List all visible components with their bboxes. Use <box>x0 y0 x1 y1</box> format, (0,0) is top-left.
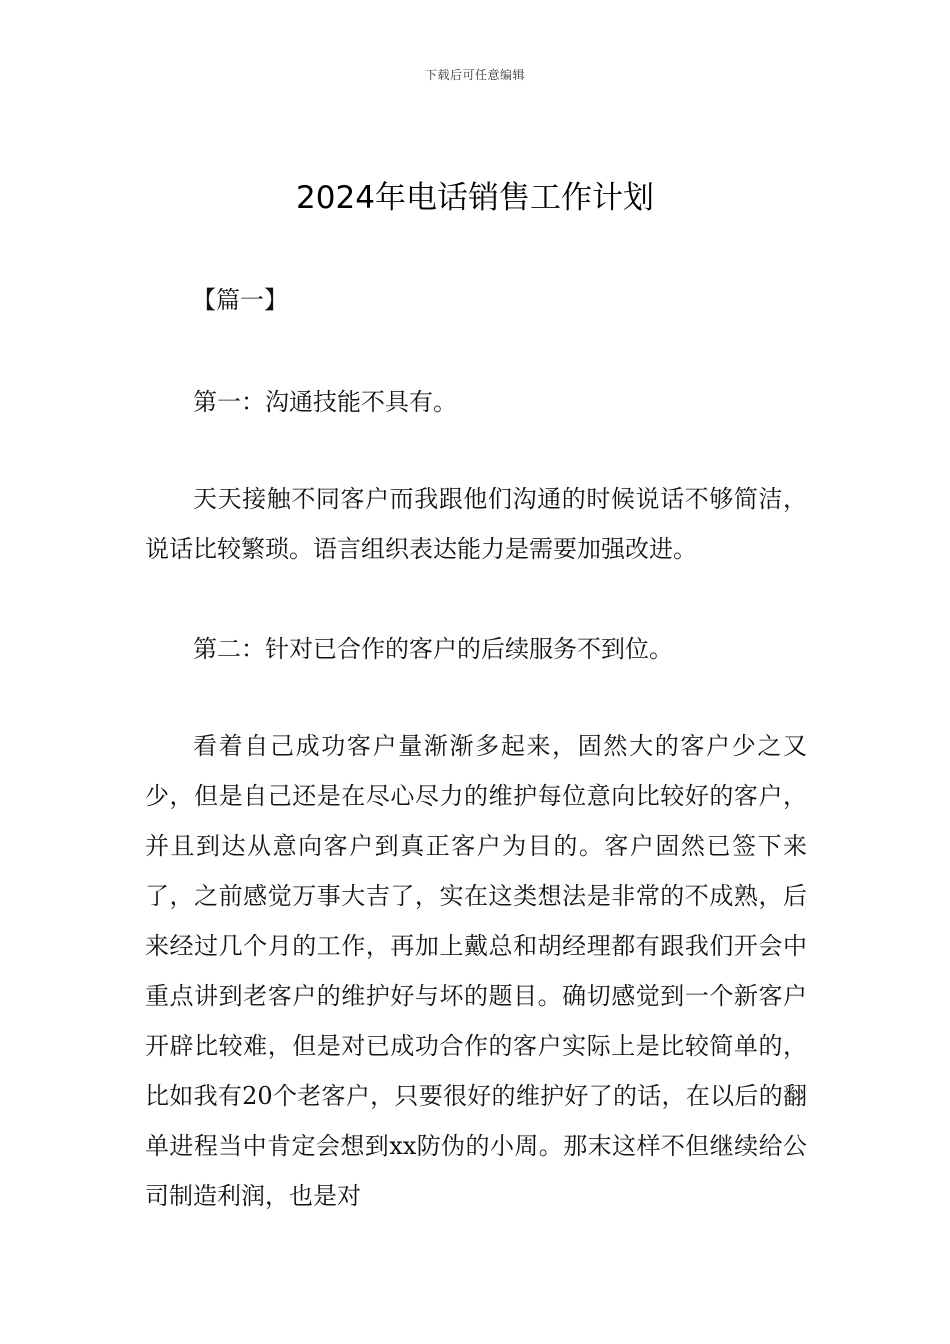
paragraph-body-1 <box>145 474 807 574</box>
paragraph-text: 第二：针对已合作的客户的后续服务不到位。 <box>193 635 673 663</box>
header-note: 下载后可任意编辑 <box>424 68 525 82</box>
document-title: 2024年电话销售工作计划 <box>296 180 654 216</box>
paragraph-text: 天天接触不同客户而我跟他们沟通的时候说话不够简洁，说话比较繁琐。语言组织表达能力是需要加强改进。 <box>145 485 807 563</box>
section-label: 【篇一】 <box>192 286 288 314</box>
paragraph-heading-1 <box>145 377 807 427</box>
paragraph-text: 第一：沟通技能不具有。 <box>193 388 457 416</box>
paragraph-text: 看着自己成功客户量渐渐多起来，固然大的客户少之又少，但是自己还是在尽心尽力的维护每位意向比较好的客户，并且到达从意向客户到真正客户为目的。客户固然已签下来了，之前感觉万事大吉了，实在这类想法是非常的不成熟，后来经过几个月的工作，再加上戴总和胡经理都有跟我们开会中重点讲到老客户的维护好与坏的题目。确切感觉到一个新客户开辟比较难，但是对已成功合作的客户实际上是比较简单的，比如我有20个老客户，只要很好的维护好了的话，在以后的翻单进程当中肯定会想到xx防伪的小周。那末这样不但继续给公司制造利润，也是对 <box>145 732 807 1210</box>
paragraph-body-2 <box>145 721 807 1221</box>
paragraph-heading-2 <box>145 624 807 674</box>
